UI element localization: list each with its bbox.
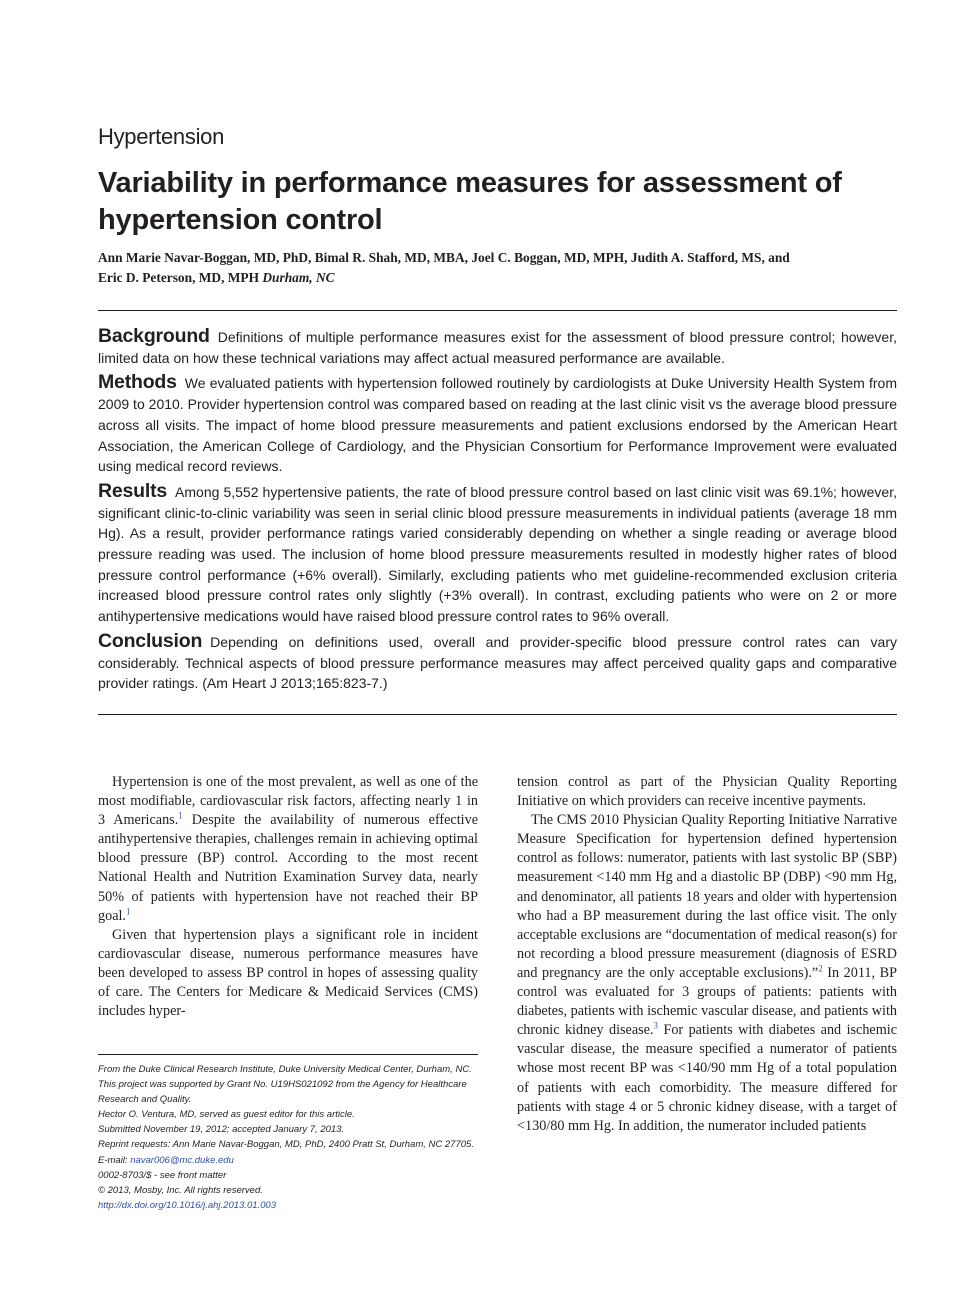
email-label: E-mail: bbox=[98, 1154, 131, 1166]
abstract-results bbox=[98, 481, 897, 627]
abstract-conclusion bbox=[98, 631, 897, 694]
body-column-left bbox=[98, 773, 478, 1021]
section-label: Hypertension bbox=[98, 124, 225, 149]
footnote-editor: Hector O. Ventura, MD, served as guest editor for this article. bbox=[98, 1109, 355, 1121]
abstract-top-rule bbox=[98, 310, 897, 311]
abstract-results-heading: Results bbox=[98, 479, 168, 502]
abstract bbox=[98, 326, 897, 698]
body-text: In 2011, BP control was evaluated for 3 groups of patients: patients with diabetes, patients with ischemic vascular disease, and patients with chronic kidney disease. bbox=[517, 964, 897, 1039]
abstract-background-text: Definitions of multiple performance measures exist for the assessment of blood pressure control; however, limited data on how these technical variations may affect actual measured performance are available. bbox=[98, 329, 897, 366]
abstract-conclusion-text: Depending on definitions used, overall and provider-specific blood pressure control rates can vary considerably. Technical aspects of blood pressure performance measures may affect perceived quality gaps and comparative provider ratings. (Am Heart J 2013;165:823-7.) bbox=[98, 633, 897, 692]
body-column-right bbox=[517, 773, 897, 1136]
authors-line-2-names: Eric D. Peterson, MD, MPH bbox=[98, 270, 260, 285]
footnotes bbox=[98, 1062, 488, 1213]
email-link[interactable]: navar006@mc.duke.edu bbox=[130, 1154, 234, 1166]
footnote-grant: This project was supported by Grant No. U19HS021092 from the Agency for Healthcare bbox=[98, 1079, 467, 1091]
body-paragraph: tension control as part of the Physician Quality Reporting Initiative on which providers can receive incentive payments. bbox=[517, 774, 897, 810]
body-paragraph bbox=[517, 811, 897, 1136]
abstract-methods bbox=[98, 372, 897, 477]
authors-line-1: Ann Marie Navar-Boggan, MD, PhD, Bimal R. Shah, MD, MBA, Joel C. Boggan, MD, MPH, Judith A. Stafford, MS, and bbox=[98, 250, 790, 265]
doi-link[interactable]: http://dx.doi.org/10.1016/j.ahj.2013.01.003 bbox=[98, 1199, 276, 1211]
body-text: For patients with diabetes and ischemic vascular disease, the measure specified a numerator of patients whose most recent BP was <140/90 mm Hg of a total population of patients with each comorbidity. The measure differed for patients with stage 4 or 5 chronic kidney disease, with a target of <130/80 mm Hg. In addition, the numerator included patients bbox=[517, 1022, 897, 1134]
footnote-email bbox=[98, 1153, 488, 1168]
footnote-rule bbox=[98, 1054, 478, 1055]
body-text: Hypertension is one of the most prevalent, as well as one of the most modifiable, cardiovascular risk factors, affecting nearly 1 in 3 Americans. bbox=[98, 774, 478, 829]
abstract-background bbox=[98, 326, 897, 368]
author-location: Durham, NC bbox=[262, 270, 335, 285]
footnote-reprint: Reprint requests: Ann Marie Navar-Boggan, MD, PhD, 2400 Pratt St, Durham, NC 27705. bbox=[98, 1139, 474, 1151]
reference-link[interactable]: 3 bbox=[653, 1020, 659, 1031]
footnote-issn: 0002-8703/$ - see front matter bbox=[98, 1169, 227, 1181]
body-paragraph bbox=[98, 773, 478, 926]
abstract-background-heading: Background bbox=[98, 325, 210, 347]
footnote-copyright: © 2013, Mosby, Inc. All rights reserved. bbox=[98, 1184, 263, 1196]
abstract-methods-text: We evaluated patients with hypertension followed routinely by cardiologists at Duke University Health System from 2009 to 2010. Provider hypertension control was compared based on reading at the last clinic visit vs the average blood pressure across all visits. The impact of home blood pressure measurements and patient exclusions endorsed by the American Heart Association, the American College of Cardiology, and the Physician Consortium for Performance Improvement were evaluated using medical record reviews. bbox=[98, 375, 897, 475]
body-text: Despite the availability of numerous effective antihypertensive therapies, challenges remain in achieving optimal blood pressure (BP) control. According to the most recent National Health and Nutrition Examination Survey data, nearly 50% of patients with hypertension have not reached their BP goal. bbox=[98, 812, 478, 924]
body-paragraph: Given that hypertension plays a significant role in incident cardiovascular disease, numerous performance measures have been developed to assess BP control in hopes of assessing quality of care. The Centers for Medicare & Medicaid Services (CMS) includes hyper- bbox=[98, 926, 478, 1020]
reference-link[interactable]: 1 bbox=[125, 905, 131, 916]
abstract-results-text: Among 5,552 hypertensive patients, the rate of blood pressure control based on last clinic visit was 69.1%; however, significant clinic-to-clinic variability was seen in serial clinic blood pressure measurements in individual patients (average 18 mm Hg). As a result, provider performance ratings varied considerably depending on whether a single reading or average blood pressure reading was used. The inclusion of home blood pressure measurements resulted in modestly higher rates of blood pressure control performance (+6% overall). Similarly, excluding patients who met guideline-recommended exclusion criteria increased blood pressure control rates only slightly (+3% overall). In contrast, excluding patients who were on 2 or more antihypertensive medications would have raised blood pressure control rates to 96% overall. bbox=[98, 483, 897, 625]
footnote-submitted: Submitted November 19, 2012; accepted January 7, 2013. bbox=[98, 1124, 345, 1136]
reference-link[interactable]: 1 bbox=[178, 810, 183, 821]
abstract-methods-heading: Methods bbox=[98, 371, 177, 394]
article-title: Variability in performance measures for assessment of hypertension control bbox=[98, 167, 842, 236]
abstract-conclusion-heading: Conclusion bbox=[98, 629, 203, 652]
reference-link[interactable]: 2 bbox=[818, 963, 823, 974]
footnote-affiliation: From the Duke Clinical Research Institute, Duke University Medical Center, Durham, NC. bbox=[98, 1064, 472, 1075]
author-list bbox=[98, 248, 898, 288]
abstract-bottom-rule bbox=[98, 714, 897, 715]
authors-line-2 bbox=[98, 268, 898, 288]
body-text: The CMS 2010 Physician Quality Reporting Initiative Narrative Measure Specification for hypertension defined hypertension control as follows: numerator, patients with last systolic BP (SBP) measurement <140 mm Hg and a diastolic BP (DBP) <90 mm Hg, and denominator, all patients 18 years and older with hypertension who had a BP measurement during the last office visit. The only acceptable exclusions are “documentation of medical reason(s) for not recording a blood pressure measurement (diagnosis of ESRD and pregnancy are the only acceptable exclusions).” bbox=[517, 812, 897, 981]
footnote-grant-cont: Research and Quality. bbox=[98, 1094, 192, 1106]
